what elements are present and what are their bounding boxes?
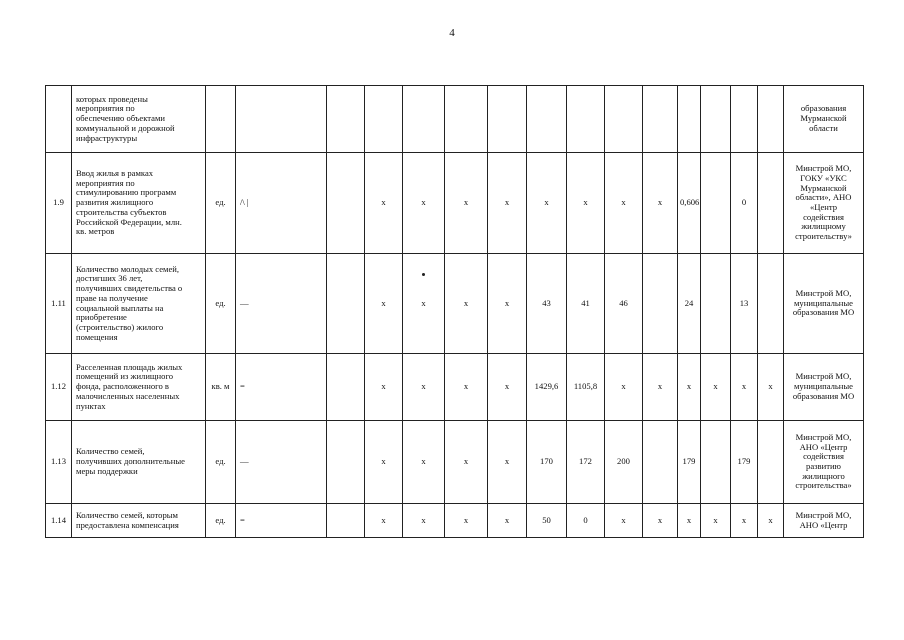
indicator-name-line: получивших дополнительные bbox=[76, 456, 185, 467]
responsible-cell bbox=[784, 354, 864, 421]
value-cell: x bbox=[488, 254, 527, 354]
indicator-name-cell bbox=[72, 354, 206, 421]
responsible-line: строительству» bbox=[795, 231, 852, 242]
value-cell: x bbox=[758, 504, 784, 538]
value-cell bbox=[527, 86, 567, 153]
value-cell bbox=[758, 254, 784, 354]
responsible-line: «Центр bbox=[809, 202, 838, 212]
value-cell bbox=[701, 86, 731, 153]
indicators-table bbox=[45, 85, 864, 538]
responsible-line: АНО «Центр bbox=[799, 519, 848, 530]
table-row bbox=[46, 254, 864, 354]
value-cell: x bbox=[403, 421, 445, 504]
value-cell: x bbox=[701, 354, 731, 421]
trend-cell: /\ | bbox=[236, 153, 327, 254]
indicator-name-line: Ввод жилья в рамках bbox=[76, 168, 154, 179]
indicator-name-cell bbox=[72, 86, 206, 153]
value-cell: x bbox=[643, 153, 678, 254]
row-number-cell: 1.12 bbox=[46, 354, 72, 421]
indicator-name-line: праве на получение bbox=[76, 292, 148, 303]
row-number-cell: 1.9 bbox=[46, 153, 72, 254]
responsible-cell bbox=[784, 254, 864, 354]
indicator-name-cell bbox=[72, 504, 206, 538]
responsible-line: развитию bbox=[806, 461, 841, 471]
value-cell: x bbox=[403, 354, 445, 421]
table-row bbox=[46, 421, 864, 504]
value-cell: 41 bbox=[567, 254, 605, 354]
value-cell bbox=[758, 153, 784, 254]
trend-cell: = bbox=[236, 504, 327, 538]
value-cell: x bbox=[365, 421, 403, 504]
value-cell: x bbox=[643, 504, 678, 538]
indicator-name-cell bbox=[72, 421, 206, 504]
value-cell: x bbox=[403, 254, 445, 354]
value-cell: 0 bbox=[731, 153, 758, 254]
indicator-name-line: которых проведены bbox=[76, 93, 148, 104]
value-cell bbox=[327, 86, 365, 153]
indicator-name-line: обеспечению объектами bbox=[76, 113, 165, 124]
value-cell: x bbox=[678, 504, 701, 538]
responsible-line: жилищного bbox=[802, 470, 845, 481]
responsible-line: муниципальные bbox=[793, 297, 853, 308]
indicator-name-line: инфраструктуры bbox=[76, 132, 138, 143]
value-cell bbox=[678, 86, 701, 153]
responsible-line: строительства» bbox=[795, 480, 852, 491]
value-cell bbox=[731, 86, 758, 153]
table-body bbox=[46, 86, 864, 538]
value-cell: 200 bbox=[605, 421, 643, 504]
value-cell: 24 bbox=[678, 254, 701, 354]
indicator-name-line: фонда, расположенного в bbox=[76, 381, 169, 392]
table-row bbox=[46, 504, 864, 538]
value-cell: x bbox=[678, 354, 701, 421]
indicator-name-line: (строительство) жилого bbox=[76, 321, 164, 332]
indicator-name-line: Российской Федерации, млн. bbox=[76, 216, 182, 227]
trend-cell: = bbox=[236, 354, 327, 421]
indicator-name-line: приобретение bbox=[76, 312, 127, 323]
table-row bbox=[46, 86, 864, 153]
value-cell: 1429,6 bbox=[527, 354, 567, 421]
indicator-name-line: меры поддержки bbox=[76, 465, 138, 476]
value-cell bbox=[643, 421, 678, 504]
value-cell: x bbox=[445, 421, 488, 504]
row-number-cell: 1.13 bbox=[46, 421, 72, 504]
value-cell bbox=[758, 421, 784, 504]
value-cell: 172 bbox=[567, 421, 605, 504]
value-cell: x bbox=[488, 504, 527, 538]
indicator-name-line: социальной выплаты на bbox=[76, 302, 164, 313]
responsible-line: муниципальные bbox=[793, 381, 853, 392]
indicator-name-cell bbox=[72, 153, 206, 254]
value-cell: 50 bbox=[527, 504, 567, 538]
page-number: 4 bbox=[449, 27, 455, 39]
indicator-name-line: малочисленных населенных bbox=[76, 390, 180, 401]
value-cell: 179 bbox=[678, 421, 701, 504]
value-cell bbox=[327, 254, 365, 354]
value-cell bbox=[701, 421, 731, 504]
value-cell: x bbox=[488, 421, 527, 504]
indicator-name-line: достигших 36 лет, bbox=[76, 273, 143, 284]
value-cell bbox=[403, 86, 445, 153]
value-cell: x bbox=[731, 354, 758, 421]
responsible-cell bbox=[784, 504, 864, 538]
value-cell: 1105,8 bbox=[567, 354, 605, 421]
value-cell bbox=[365, 86, 403, 153]
indicator-name-line: мероприятия по bbox=[76, 177, 135, 188]
row-number-cell: 1.14 bbox=[46, 504, 72, 538]
value-cell: x bbox=[403, 153, 445, 254]
value-cell: x bbox=[365, 354, 403, 421]
value-cell: x bbox=[567, 153, 605, 254]
value-cell: x bbox=[445, 254, 488, 354]
trend-cell bbox=[236, 86, 327, 153]
unit-cell: ед. bbox=[206, 421, 236, 504]
value-cell: x bbox=[643, 354, 678, 421]
responsible-line: содействия bbox=[803, 451, 844, 462]
value-cell: x bbox=[758, 354, 784, 421]
indicator-name-line: предоставлена компенсация bbox=[76, 519, 179, 530]
value-cell bbox=[701, 254, 731, 354]
value-cell bbox=[327, 421, 365, 504]
indicator-name-line: Количество семей, которым bbox=[76, 509, 178, 520]
responsible-line: Минстрой МО, bbox=[795, 287, 852, 298]
responsible-line: Мурманской bbox=[800, 113, 847, 124]
value-cell: 179 bbox=[731, 421, 758, 504]
responsible-line: АНО «Центр bbox=[799, 441, 848, 452]
value-cell bbox=[327, 153, 365, 254]
responsible-line: ГОКУ «УКС bbox=[800, 172, 847, 183]
value-cell bbox=[327, 504, 365, 538]
value-cell bbox=[643, 254, 678, 354]
value-cell: x bbox=[605, 153, 643, 254]
value-cell: 13 bbox=[731, 254, 758, 354]
value-cell: x bbox=[445, 504, 488, 538]
responsible-line: Минстрой МО, bbox=[795, 371, 852, 382]
row-number-cell: 1.11 bbox=[46, 254, 72, 354]
value-cell bbox=[643, 86, 678, 153]
value-cell: 0,606 bbox=[678, 153, 701, 254]
value-cell bbox=[488, 86, 527, 153]
value-cell: 0 bbox=[567, 504, 605, 538]
indicator-name-line: стимулированию программ bbox=[76, 187, 177, 198]
responsible-line: содействия bbox=[803, 211, 844, 222]
value-cell: x bbox=[488, 354, 527, 421]
responsible-line: области bbox=[809, 122, 838, 133]
indicator-name-line: пунктах bbox=[76, 400, 106, 411]
value-cell: x bbox=[605, 504, 643, 538]
indicator-name-line: кв. метров bbox=[76, 226, 115, 237]
value-cell: x bbox=[488, 153, 527, 254]
responsible-line: образования bbox=[800, 103, 847, 114]
trend-cell: — bbox=[236, 254, 327, 354]
unit-cell: ед. bbox=[206, 153, 236, 254]
responsible-cell bbox=[784, 421, 864, 504]
value-cell: x bbox=[701, 504, 731, 538]
value-cell: x bbox=[731, 504, 758, 538]
responsible-line: образования МО bbox=[792, 307, 855, 318]
indicator-name-line: помещения bbox=[76, 331, 118, 342]
value-cell: x bbox=[403, 504, 445, 538]
responsible-line: Мурманской bbox=[800, 182, 847, 193]
trend-cell: — bbox=[236, 421, 327, 504]
unit-cell: ед. bbox=[206, 254, 236, 354]
value-cell: x bbox=[365, 153, 403, 254]
indicator-name-line: Количество молодых семей, bbox=[76, 263, 180, 274]
responsible-line: образования МО bbox=[792, 390, 855, 401]
value-cell: 43 bbox=[527, 254, 567, 354]
indicator-name-cell bbox=[72, 254, 206, 354]
value-cell: x bbox=[365, 254, 403, 354]
responsible-cell bbox=[784, 153, 864, 254]
value-cell: x bbox=[445, 354, 488, 421]
responsible-line: жилищному bbox=[801, 221, 846, 232]
unit-cell: кв. м bbox=[206, 354, 236, 421]
responsible-line: Минстрой МО, bbox=[795, 509, 852, 520]
value-cell bbox=[567, 86, 605, 153]
indicator-name-line: строительства субъектов bbox=[76, 206, 167, 217]
indicator-name-line: Количество семей, bbox=[76, 446, 145, 457]
value-cell bbox=[701, 153, 731, 254]
table-row bbox=[46, 153, 864, 254]
indicator-name-line: коммунальной и дорожной bbox=[76, 122, 175, 133]
value-cell: x bbox=[365, 504, 403, 538]
unit-cell: ед. bbox=[206, 504, 236, 538]
scan-dot bbox=[422, 273, 425, 276]
value-cell: x bbox=[605, 354, 643, 421]
table-row bbox=[46, 354, 864, 421]
value-cell bbox=[758, 86, 784, 153]
unit-cell bbox=[206, 86, 236, 153]
responsible-line: Минстрой МО, bbox=[795, 431, 852, 442]
indicator-name-line: развития жилищного bbox=[76, 197, 154, 208]
value-cell: x bbox=[445, 153, 488, 254]
responsible-line: области», АНО bbox=[795, 192, 852, 203]
value-cell: 46 bbox=[605, 254, 643, 354]
value-cell: x bbox=[527, 153, 567, 254]
indicator-name-line: получивших свидетельства о bbox=[76, 283, 183, 294]
responsible-line: Минстрой МО, bbox=[795, 163, 852, 174]
value-cell bbox=[445, 86, 488, 153]
value-cell: 170 bbox=[527, 421, 567, 504]
indicator-name-line: Расселенная площадь жилых bbox=[76, 361, 183, 372]
indicator-name-line: мероприятия по bbox=[76, 103, 135, 114]
row-number-cell bbox=[46, 86, 72, 153]
value-cell bbox=[605, 86, 643, 153]
responsible-cell bbox=[784, 86, 864, 153]
value-cell bbox=[327, 354, 365, 421]
indicator-name-line: помещений из жилищного bbox=[76, 371, 174, 382]
